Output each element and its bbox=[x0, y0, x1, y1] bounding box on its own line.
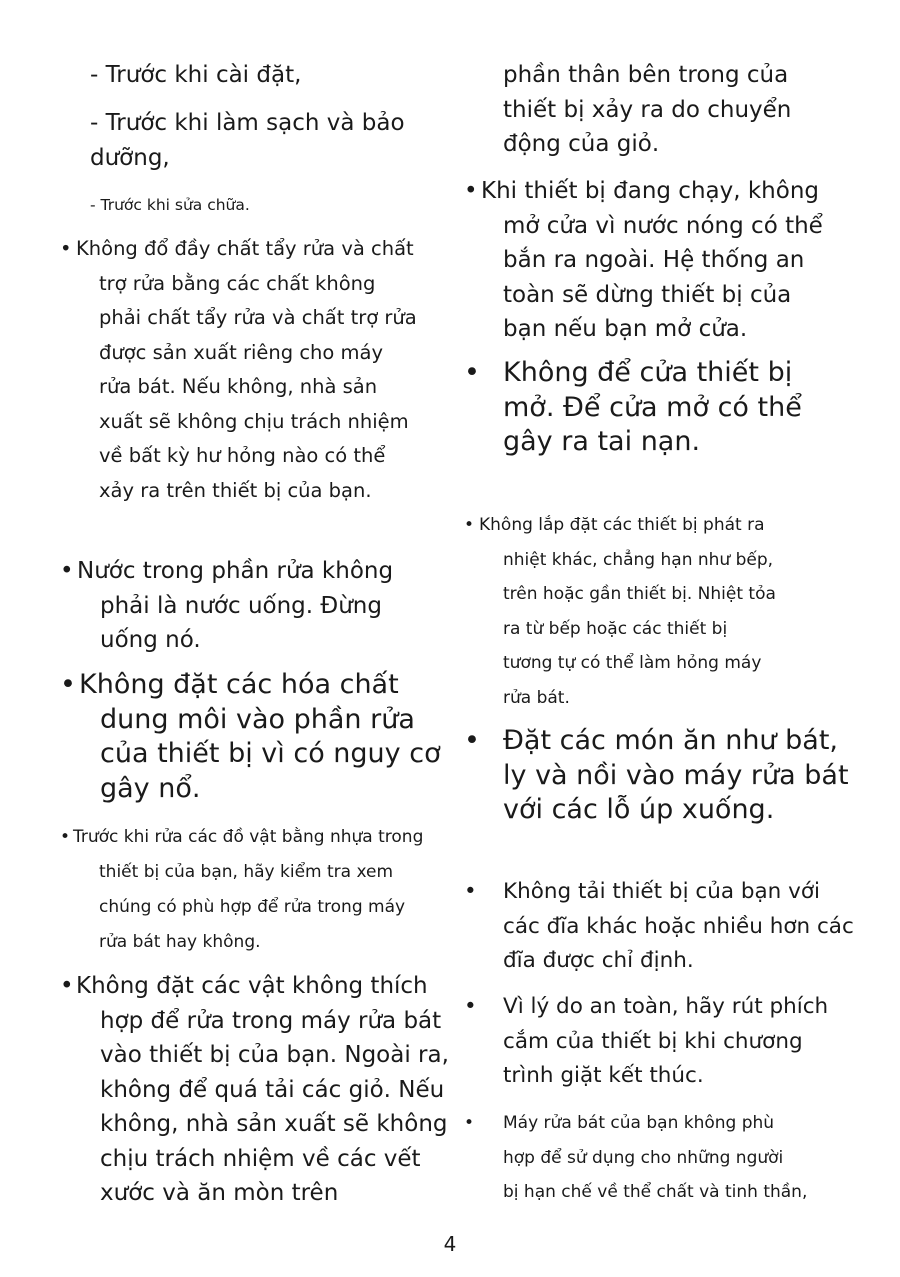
bullet-marker: • bbox=[464, 515, 475, 535]
bullet-door-open: • Không để cửa thiết bị mở. Để cửa mở có thể gây ra tai nạn. bbox=[464, 357, 802, 457]
continuation-text: phần thân bên trong của thiết bị xảy ra do chuyển động của giỏ. bbox=[503, 62, 792, 157]
bullet-marker: • bbox=[60, 827, 71, 847]
bullet-marker: • bbox=[60, 558, 74, 584]
bullet-dishes-upside-down: • Đặt các món ăn như bát, ly và nồi vào máy rửa bát với các lỗ úp xuống. bbox=[464, 725, 849, 825]
bullet-marker: • bbox=[60, 237, 72, 260]
bullet-water-not-drinkable: • Nước trong phần rửa không phải là nước uống. Đừng uống nó. bbox=[60, 554, 393, 658]
bullet-detergent: • Không đổ đầy chất tẩy rửa và chất trợ rửa bằng các chất không phải chất tẩy rửa và chất trợ rửa được sản xuất riêng cho máy rửa bát. Nếu không, nhà sản xuất sẽ không chịu trách nhiệm về bất kỳ hư hỏng nào có thể xảy ra trên thiết bị của bạn. bbox=[60, 232, 417, 508]
bullet-plastic-items: • Trước khi rửa các đồ vật bằng nhựa trong thiết bị của bạn, hãy kiểm tra xem chúng có phù hợp để rửa trong máy rửa bát hay không. bbox=[60, 820, 423, 960]
bullet-door-while-running: • Khi thiết bị đang chạy, không mở cửa vì nước nóng có thể bắn ra ngoài. Hệ thống an toàn sẽ dừng thiết bị của bạn nếu bạn mở cửa. bbox=[464, 174, 823, 347]
sub-item-before-repair: - Trước khi sửa chữa. bbox=[90, 196, 250, 214]
bullet-heat-sources: • Không lắp đặt các thiết bị phát ra nhiệt khác, chẳng hạn như bếp, trên hoặc gần thiết bị. Nhiệt tỏa ra từ bếp hoặc các thiết bị tương tự có thể làm hỏng máy rửa bát. bbox=[464, 508, 776, 715]
bullet-solvent-chemicals: • Không đặt các hóa chất dung môi vào phần rửa của thiết bị vì có nguy cơ gây nổ. bbox=[60, 669, 441, 804]
bullet-marker: • bbox=[464, 725, 480, 756]
bullet-unsuitable-items: • Không đặt các vật không thích hợp để rửa trong máy rửa bát vào thiết bị của bạn. Ngoài ra, không để quá tải các giỏ. Nếu không, nhà sản xuất sẽ không chịu trách nhiệm về các vết xước và ăn mòn trên bbox=[60, 969, 449, 1211]
bullet-marker: • bbox=[464, 994, 477, 1019]
page-number: 4 bbox=[443, 1232, 457, 1256]
bullet-marker: • bbox=[464, 1113, 475, 1133]
bullet-marker: • bbox=[464, 879, 477, 904]
sub-item-before-install: - Trước khi cài đặt, bbox=[90, 62, 302, 88]
bullet-marker: • bbox=[60, 973, 74, 999]
bullet-load-specified: • Không tải thiết bị của bạn với các đĩa khác hoặc nhiều hơn các đĩa được chỉ định. bbox=[464, 875, 854, 979]
bullet-unplug: • Vì lý do an toàn, hãy rút phích cắm của thiết bị khi chương trình giặt kết thúc. bbox=[464, 990, 828, 1094]
bullet-user-restrictions: • Máy rửa bát của bạn không phù hợp để sử dụng cho những người bị hạn chế về thể chất và tinh thần, bbox=[464, 1106, 807, 1210]
bullet-marker: • bbox=[464, 357, 480, 388]
bullet-marker: • bbox=[60, 669, 76, 700]
bullet-marker: • bbox=[464, 178, 478, 204]
sub-item-before-cleaning: - Trước khi làm sạch và bảo dưỡng, bbox=[90, 110, 405, 171]
